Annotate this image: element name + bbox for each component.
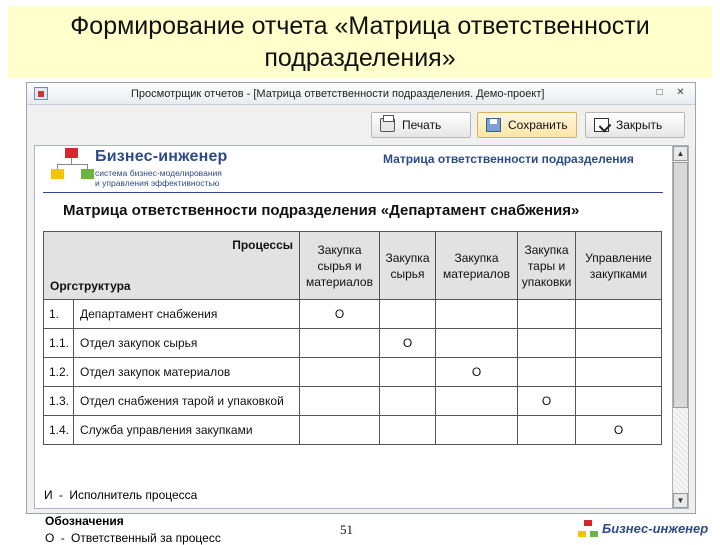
org-unit-name: Отдел снабжения тарой и упаковкой bbox=[74, 387, 300, 416]
save-button[interactable] bbox=[477, 112, 577, 138]
matrix-cell bbox=[300, 358, 380, 387]
matrix-cell: О bbox=[576, 416, 662, 445]
exit-icon bbox=[594, 118, 609, 132]
matrix-cell bbox=[518, 329, 576, 358]
matrix-cell bbox=[518, 416, 576, 445]
row-number: 1. bbox=[44, 300, 74, 329]
maximize-button[interactable]: □ bbox=[656, 87, 663, 98]
matrix-cell bbox=[576, 358, 662, 387]
matrix-cell bbox=[436, 329, 518, 358]
matrix-cell bbox=[576, 300, 662, 329]
matrix-cell: О bbox=[380, 329, 436, 358]
page-number: 51 bbox=[340, 522, 353, 537]
header-divider bbox=[43, 192, 663, 193]
matrix-cell bbox=[576, 387, 662, 416]
matrix-header-row bbox=[44, 232, 662, 300]
process-header: Закупка сырья bbox=[380, 232, 436, 300]
brand-logo-icon bbox=[43, 146, 73, 180]
brand-name: Бизнес-инженер bbox=[95, 148, 228, 165]
slide-title-line1: Формирование отчета «Матрица ответственности bbox=[70, 12, 650, 40]
org-unit-name: Отдел закупок сырья bbox=[74, 329, 300, 358]
matrix-cell bbox=[300, 387, 380, 416]
matrix-cell: О bbox=[300, 300, 380, 329]
report-header: Матрица ответственности подразделения bbox=[383, 152, 634, 166]
legend-item bbox=[44, 488, 197, 502]
matrix-cell bbox=[380, 387, 436, 416]
matrix-cell bbox=[300, 416, 380, 445]
matrix-cell: О bbox=[518, 387, 576, 416]
disk-icon bbox=[486, 118, 501, 132]
process-header: Управление закупками bbox=[576, 232, 662, 300]
matrix-cell bbox=[436, 416, 518, 445]
legend-separator: - bbox=[58, 488, 63, 502]
process-header: Закупка материалов bbox=[436, 232, 518, 300]
app-icon bbox=[34, 87, 48, 100]
printer-icon bbox=[380, 118, 395, 132]
scroll-thumb[interactable] bbox=[673, 162, 688, 408]
legend-title: Обозначения bbox=[45, 514, 124, 528]
matrix-cell bbox=[380, 300, 436, 329]
toolbar bbox=[27, 106, 695, 142]
table-row bbox=[44, 416, 662, 445]
table-row bbox=[44, 358, 662, 387]
process-header: Закупка тары и упаковки bbox=[518, 232, 576, 300]
corner-org-label: Оргструктура bbox=[50, 279, 131, 293]
matrix-cell bbox=[436, 387, 518, 416]
slide-title bbox=[8, 6, 712, 78]
legend-separator: - bbox=[60, 531, 65, 545]
close-button[interactable] bbox=[585, 112, 685, 138]
close-button-label: Закрыть bbox=[616, 118, 663, 132]
table-row bbox=[44, 300, 662, 329]
table-row bbox=[44, 387, 662, 416]
vertical-scrollbar[interactable] bbox=[673, 145, 689, 509]
legend-text: Ответственный за процесс bbox=[71, 531, 221, 545]
legend-code: О bbox=[45, 531, 55, 545]
scroll-up-icon[interactable]: ▲ bbox=[673, 146, 688, 161]
brand-logo-icon bbox=[578, 520, 598, 538]
org-unit-name: Отдел закупок материалов bbox=[74, 358, 300, 387]
row-number: 1.1. bbox=[44, 329, 74, 358]
matrix-cell: О bbox=[436, 358, 518, 387]
brand-tagline bbox=[95, 168, 255, 188]
save-button-label: Сохранить bbox=[508, 118, 568, 132]
matrix-cell bbox=[518, 300, 576, 329]
org-unit-name: Департамент снабжения bbox=[74, 300, 300, 329]
footer-brand: Бизнес-инженер bbox=[602, 521, 709, 536]
table-row bbox=[44, 329, 662, 358]
window-titlebar[interactable] bbox=[27, 83, 695, 105]
slide-title-line2: подразделения» bbox=[264, 44, 456, 72]
process-header: Закупка сырья и материалов bbox=[300, 232, 380, 300]
responsibility-matrix bbox=[43, 231, 662, 445]
legend-code: И bbox=[44, 488, 53, 502]
matrix-cell bbox=[436, 300, 518, 329]
matrix-cell bbox=[380, 416, 436, 445]
brand-tagline-line1: система бизнес-моделирования bbox=[95, 168, 222, 178]
window-close-button[interactable]: ✕ bbox=[676, 87, 685, 98]
row-number: 1.3. bbox=[44, 387, 74, 416]
row-number: 1.4. bbox=[44, 416, 74, 445]
org-unit-name: Служба управления закупками bbox=[74, 416, 300, 445]
scroll-down-icon[interactable]: ▼ bbox=[673, 493, 688, 508]
window-title: Просмотрщик отчетов - [Матрица ответственности подразделения. Демо-проект] bbox=[131, 88, 545, 100]
brand-tagline-line2: и управления эффективностью bbox=[95, 178, 220, 188]
matrix-cell bbox=[380, 358, 436, 387]
matrix-title: Матрица ответственности подразделения «Департамент снабжения» bbox=[63, 202, 580, 219]
legend-text: Исполнитель процесса bbox=[69, 488, 198, 502]
corner-processes-label: Процессы bbox=[232, 238, 293, 252]
legend-item bbox=[45, 531, 221, 545]
matrix-corner-cell bbox=[44, 232, 300, 300]
matrix-cell bbox=[576, 329, 662, 358]
matrix-cell bbox=[518, 358, 576, 387]
print-button[interactable] bbox=[371, 112, 471, 138]
matrix-cell bbox=[300, 329, 380, 358]
row-number: 1.2. bbox=[44, 358, 74, 387]
print-button-label: Печать bbox=[402, 118, 442, 132]
